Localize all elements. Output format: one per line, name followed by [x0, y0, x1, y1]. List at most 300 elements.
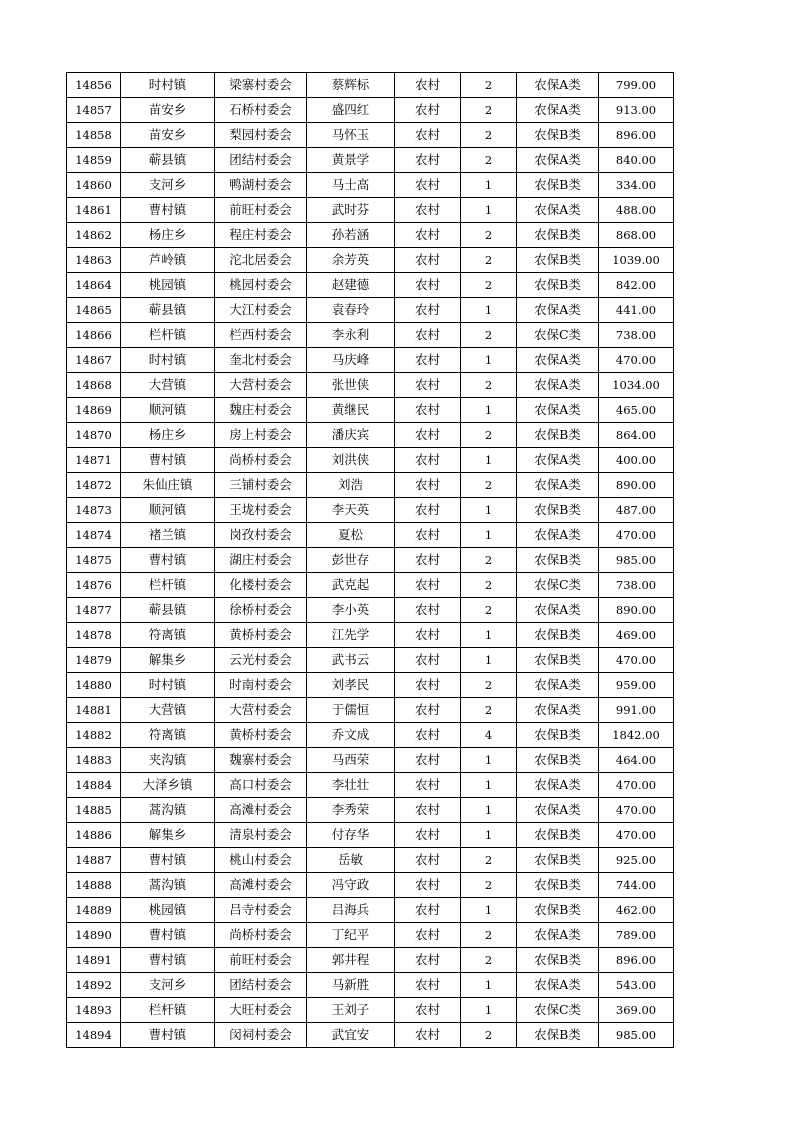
village-committee-cell: 前旺村委会	[215, 198, 307, 223]
insurance-category-cell: 农保B类	[517, 1023, 599, 1048]
village-committee-cell: 程庄村委会	[215, 223, 307, 248]
insurance-category-cell: 农保A类	[517, 348, 599, 373]
person-name-cell: 于儒恒	[307, 698, 395, 723]
village-committee-cell: 梨园村委会	[215, 123, 307, 148]
table-row	[67, 673, 674, 698]
household-count-cell: 2	[461, 98, 517, 123]
insurance-category-cell: 农保B类	[517, 873, 599, 898]
insurance-category-cell: 农保A类	[517, 148, 599, 173]
township-cell: 解集乡	[121, 648, 215, 673]
record-id-cell: 14856	[67, 73, 121, 98]
record-id-cell: 14865	[67, 298, 121, 323]
insurance-category-cell: 农保C类	[517, 323, 599, 348]
village-committee-cell: 大营村委会	[215, 373, 307, 398]
table-row	[67, 498, 674, 523]
household-count-cell: 1	[461, 773, 517, 798]
area-type-cell: 农村	[395, 648, 461, 673]
insurance-category-cell: 农保B类	[517, 223, 599, 248]
insurance-category-cell: 农保B类	[517, 273, 599, 298]
record-id-cell: 14890	[67, 923, 121, 948]
insurance-category-cell: 农保B类	[517, 648, 599, 673]
household-count-cell: 2	[461, 473, 517, 498]
village-committee-cell: 前旺村委会	[215, 948, 307, 973]
village-committee-cell: 梁寨村委会	[215, 73, 307, 98]
area-type-cell: 农村	[395, 98, 461, 123]
record-id-cell: 14887	[67, 848, 121, 873]
household-count-cell: 2	[461, 573, 517, 598]
village-committee-cell: 闵祠村委会	[215, 1023, 307, 1048]
table-row	[67, 773, 674, 798]
township-cell: 曹村镇	[121, 848, 215, 873]
table-row	[67, 273, 674, 298]
table-row	[67, 823, 674, 848]
village-committee-cell: 桃山村委会	[215, 848, 307, 873]
record-id-cell: 14862	[67, 223, 121, 248]
record-id-cell: 14869	[67, 398, 121, 423]
village-committee-cell: 尚桥村委会	[215, 923, 307, 948]
person-name-cell: 武宜安	[307, 1023, 395, 1048]
insurance-category-cell: 农保A类	[517, 73, 599, 98]
record-id-cell: 14861	[67, 198, 121, 223]
household-count-cell: 2	[461, 598, 517, 623]
table-row	[67, 848, 674, 873]
record-id-cell: 14858	[67, 123, 121, 148]
village-committee-cell: 岗孜村委会	[215, 523, 307, 548]
area-type-cell: 农村	[395, 823, 461, 848]
amount-cell: 464.00	[599, 748, 674, 773]
area-type-cell: 农村	[395, 598, 461, 623]
table-row	[67, 473, 674, 498]
table-row	[67, 723, 674, 748]
household-count-cell: 1	[461, 348, 517, 373]
township-cell: 杨庄乡	[121, 223, 215, 248]
area-type-cell: 农村	[395, 473, 461, 498]
township-cell: 曹村镇	[121, 448, 215, 473]
person-name-cell: 吕海兵	[307, 898, 395, 923]
person-name-cell: 袁春玲	[307, 298, 395, 323]
person-name-cell: 盛四红	[307, 98, 395, 123]
relief-roster-table	[66, 72, 674, 1048]
area-type-cell: 农村	[395, 998, 461, 1023]
amount-cell: 470.00	[599, 523, 674, 548]
area-type-cell: 农村	[395, 123, 461, 148]
amount-cell: 864.00	[599, 423, 674, 448]
township-cell: 时村镇	[121, 73, 215, 98]
village-committee-cell: 鸭湖村委会	[215, 173, 307, 198]
insurance-category-cell: 农保A类	[517, 698, 599, 723]
insurance-category-cell: 农保A类	[517, 773, 599, 798]
village-committee-cell: 大营村委会	[215, 698, 307, 723]
person-name-cell: 刘浩	[307, 473, 395, 498]
village-committee-cell: 高滩村委会	[215, 873, 307, 898]
table-row	[67, 323, 674, 348]
record-id-cell: 14886	[67, 823, 121, 848]
table-row	[67, 148, 674, 173]
township-cell: 芦岭镇	[121, 248, 215, 273]
village-committee-cell: 团结村委会	[215, 973, 307, 998]
household-count-cell: 2	[461, 923, 517, 948]
person-name-cell: 潘庆宾	[307, 423, 395, 448]
record-id-cell: 14893	[67, 998, 121, 1023]
household-count-cell: 2	[461, 873, 517, 898]
insurance-category-cell: 农保B类	[517, 823, 599, 848]
village-committee-cell: 湖庄村委会	[215, 548, 307, 573]
village-committee-cell: 房上村委会	[215, 423, 307, 448]
insurance-category-cell: 农保A类	[517, 448, 599, 473]
area-type-cell: 农村	[395, 748, 461, 773]
household-count-cell: 2	[461, 248, 517, 273]
household-count-cell: 2	[461, 73, 517, 98]
person-name-cell: 李永利	[307, 323, 395, 348]
amount-cell: 462.00	[599, 898, 674, 923]
insurance-category-cell: 农保A类	[517, 398, 599, 423]
amount-cell: 470.00	[599, 773, 674, 798]
amount-cell: 465.00	[599, 398, 674, 423]
amount-cell: 470.00	[599, 648, 674, 673]
insurance-category-cell: 农保A类	[517, 473, 599, 498]
person-name-cell: 武时芬	[307, 198, 395, 223]
record-id-cell: 14885	[67, 798, 121, 823]
amount-cell: 738.00	[599, 323, 674, 348]
area-type-cell: 农村	[395, 223, 461, 248]
table-row	[67, 398, 674, 423]
record-id-cell: 14867	[67, 348, 121, 373]
amount-cell: 441.00	[599, 298, 674, 323]
table-row	[67, 998, 674, 1023]
village-committee-cell: 三铺村委会	[215, 473, 307, 498]
table-row	[67, 548, 674, 573]
household-count-cell: 2	[461, 273, 517, 298]
insurance-category-cell: 农保A类	[517, 598, 599, 623]
insurance-category-cell: 农保B类	[517, 623, 599, 648]
area-type-cell: 农村	[395, 848, 461, 873]
table-row	[67, 523, 674, 548]
record-id-cell: 14868	[67, 373, 121, 398]
township-cell: 时村镇	[121, 348, 215, 373]
area-type-cell: 农村	[395, 923, 461, 948]
area-type-cell: 农村	[395, 773, 461, 798]
area-type-cell: 农村	[395, 248, 461, 273]
village-committee-cell: 黄桥村委会	[215, 623, 307, 648]
area-type-cell: 农村	[395, 898, 461, 923]
household-count-cell: 1	[461, 523, 517, 548]
township-cell: 符离镇	[121, 623, 215, 648]
township-cell: 杨庄乡	[121, 423, 215, 448]
amount-cell: 470.00	[599, 798, 674, 823]
area-type-cell: 农村	[395, 348, 461, 373]
record-id-cell: 14872	[67, 473, 121, 498]
village-committee-cell: 大江村委会	[215, 298, 307, 323]
amount-cell: 738.00	[599, 573, 674, 598]
person-name-cell: 张世侠	[307, 373, 395, 398]
township-cell: 夹沟镇	[121, 748, 215, 773]
village-committee-cell: 尚桥村委会	[215, 448, 307, 473]
person-name-cell: 李壮壮	[307, 773, 395, 798]
table-row	[67, 73, 674, 98]
household-count-cell: 1	[461, 898, 517, 923]
insurance-category-cell: 农保B类	[517, 423, 599, 448]
person-name-cell: 马怀玉	[307, 123, 395, 148]
household-count-cell: 1	[461, 398, 517, 423]
amount-cell: 334.00	[599, 173, 674, 198]
area-type-cell: 农村	[395, 623, 461, 648]
village-committee-cell: 石桥村委会	[215, 98, 307, 123]
person-name-cell: 彭世存	[307, 548, 395, 573]
insurance-category-cell: 农保B类	[517, 748, 599, 773]
amount-cell: 985.00	[599, 548, 674, 573]
village-committee-cell: 大旺村委会	[215, 998, 307, 1023]
area-type-cell: 农村	[395, 273, 461, 298]
township-cell: 符离镇	[121, 723, 215, 748]
area-type-cell: 农村	[395, 198, 461, 223]
table-row	[67, 923, 674, 948]
township-cell: 蒿沟镇	[121, 873, 215, 898]
insurance-category-cell: 农保B类	[517, 173, 599, 198]
insurance-category-cell: 农保B类	[517, 123, 599, 148]
village-committee-cell: 魏庄村委会	[215, 398, 307, 423]
amount-cell: 744.00	[599, 873, 674, 898]
area-type-cell: 农村	[395, 948, 461, 973]
household-count-cell: 1	[461, 998, 517, 1023]
insurance-category-cell: 农保A类	[517, 98, 599, 123]
township-cell: 时村镇	[121, 673, 215, 698]
village-committee-cell: 桃园村委会	[215, 273, 307, 298]
household-count-cell: 2	[461, 548, 517, 573]
amount-cell: 789.00	[599, 923, 674, 948]
township-cell: 桃园镇	[121, 898, 215, 923]
insurance-category-cell: 农保C类	[517, 998, 599, 1023]
township-cell: 桃园镇	[121, 273, 215, 298]
record-id-cell: 14863	[67, 248, 121, 273]
village-committee-cell: 奎北村委会	[215, 348, 307, 373]
area-type-cell: 农村	[395, 873, 461, 898]
amount-cell: 1034.00	[599, 373, 674, 398]
area-type-cell: 农村	[395, 673, 461, 698]
amount-cell: 470.00	[599, 823, 674, 848]
amount-cell: 991.00	[599, 698, 674, 723]
amount-cell: 925.00	[599, 848, 674, 873]
household-count-cell: 2	[461, 423, 517, 448]
amount-cell: 470.00	[599, 348, 674, 373]
table-row	[67, 898, 674, 923]
village-committee-cell: 黄桥村委会	[215, 723, 307, 748]
table-row	[67, 448, 674, 473]
record-id-cell: 14889	[67, 898, 121, 923]
township-cell: 栏杆镇	[121, 323, 215, 348]
record-id-cell: 14871	[67, 448, 121, 473]
township-cell: 蒿沟镇	[121, 798, 215, 823]
household-count-cell: 1	[461, 798, 517, 823]
person-name-cell: 赵建德	[307, 273, 395, 298]
township-cell: 蕲县镇	[121, 598, 215, 623]
record-id-cell: 14881	[67, 698, 121, 723]
amount-cell: 1039.00	[599, 248, 674, 273]
township-cell: 苗安乡	[121, 98, 215, 123]
area-type-cell: 农村	[395, 148, 461, 173]
person-name-cell: 武书云	[307, 648, 395, 673]
area-type-cell: 农村	[395, 1023, 461, 1048]
area-type-cell: 农村	[395, 73, 461, 98]
village-committee-cell: 时南村委会	[215, 673, 307, 698]
table-row	[67, 1023, 674, 1048]
household-count-cell: 2	[461, 848, 517, 873]
table-row	[67, 123, 674, 148]
area-type-cell: 农村	[395, 723, 461, 748]
person-name-cell: 丁纪平	[307, 923, 395, 948]
insurance-category-cell: 农保A类	[517, 373, 599, 398]
village-committee-cell: 清泉村委会	[215, 823, 307, 848]
township-cell: 大泽乡镇	[121, 773, 215, 798]
person-name-cell: 孙若涵	[307, 223, 395, 248]
area-type-cell: 农村	[395, 798, 461, 823]
township-cell: 朱仙庄镇	[121, 473, 215, 498]
household-count-cell: 1	[461, 648, 517, 673]
insurance-category-cell: 农保A类	[517, 673, 599, 698]
insurance-category-cell: 农保A类	[517, 523, 599, 548]
table-row	[67, 598, 674, 623]
household-count-cell: 1	[461, 448, 517, 473]
household-count-cell: 1	[461, 748, 517, 773]
amount-cell: 985.00	[599, 1023, 674, 1048]
person-name-cell: 江先学	[307, 623, 395, 648]
person-name-cell: 李天英	[307, 498, 395, 523]
record-id-cell: 14882	[67, 723, 121, 748]
table-row	[67, 348, 674, 373]
record-id-cell: 14874	[67, 523, 121, 548]
area-type-cell: 农村	[395, 448, 461, 473]
area-type-cell: 农村	[395, 548, 461, 573]
village-committee-cell: 吕寺村委会	[215, 898, 307, 923]
township-cell: 支河乡	[121, 973, 215, 998]
amount-cell: 1842.00	[599, 723, 674, 748]
table-row	[67, 223, 674, 248]
table-row	[67, 748, 674, 773]
household-count-cell: 1	[461, 298, 517, 323]
record-id-cell: 14866	[67, 323, 121, 348]
area-type-cell: 农村	[395, 373, 461, 398]
area-type-cell: 农村	[395, 523, 461, 548]
person-name-cell: 刘洪侠	[307, 448, 395, 473]
amount-cell: 890.00	[599, 598, 674, 623]
insurance-category-cell: 农保B类	[517, 848, 599, 873]
person-name-cell: 刘孝民	[307, 673, 395, 698]
record-id-cell: 14870	[67, 423, 121, 448]
household-count-cell: 1	[461, 973, 517, 998]
person-name-cell: 王刘子	[307, 998, 395, 1023]
area-type-cell: 农村	[395, 173, 461, 198]
record-id-cell: 14876	[67, 573, 121, 598]
township-cell: 解集乡	[121, 823, 215, 848]
record-id-cell: 14891	[67, 948, 121, 973]
area-type-cell: 农村	[395, 323, 461, 348]
township-cell: 曹村镇	[121, 548, 215, 573]
household-count-cell: 4	[461, 723, 517, 748]
household-count-cell: 2	[461, 673, 517, 698]
area-type-cell: 农村	[395, 298, 461, 323]
table-row	[67, 973, 674, 998]
record-id-cell: 14879	[67, 648, 121, 673]
household-count-cell: 1	[461, 173, 517, 198]
insurance-category-cell: 农保A类	[517, 298, 599, 323]
area-type-cell: 农村	[395, 498, 461, 523]
person-name-cell: 马西荣	[307, 748, 395, 773]
person-name-cell: 武克起	[307, 573, 395, 598]
area-type-cell: 农村	[395, 973, 461, 998]
household-count-cell: 2	[461, 223, 517, 248]
insurance-category-cell: 农保B类	[517, 723, 599, 748]
amount-cell: 799.00	[599, 73, 674, 98]
record-id-cell: 14875	[67, 548, 121, 573]
record-id-cell: 14892	[67, 973, 121, 998]
person-name-cell: 岳敏	[307, 848, 395, 873]
table-row	[67, 198, 674, 223]
person-name-cell: 黄景学	[307, 148, 395, 173]
person-name-cell: 马庆峰	[307, 348, 395, 373]
amount-cell: 896.00	[599, 123, 674, 148]
table-row	[67, 98, 674, 123]
insurance-category-cell: 农保A类	[517, 798, 599, 823]
table-row	[67, 648, 674, 673]
record-id-cell: 14884	[67, 773, 121, 798]
table-row	[67, 798, 674, 823]
household-count-cell: 1	[461, 198, 517, 223]
record-id-cell: 14883	[67, 748, 121, 773]
township-cell: 支河乡	[121, 173, 215, 198]
table-row	[67, 173, 674, 198]
person-name-cell: 蔡辉标	[307, 73, 395, 98]
amount-cell: 487.00	[599, 498, 674, 523]
township-cell: 曹村镇	[121, 198, 215, 223]
village-committee-cell: 团结村委会	[215, 148, 307, 173]
household-count-cell: 2	[461, 1023, 517, 1048]
household-count-cell: 2	[461, 323, 517, 348]
insurance-category-cell: 农保A类	[517, 973, 599, 998]
village-committee-cell: 魏寨村委会	[215, 748, 307, 773]
person-name-cell: 乔文成	[307, 723, 395, 748]
insurance-category-cell: 农保B类	[517, 898, 599, 923]
record-id-cell: 14864	[67, 273, 121, 298]
township-cell: 蕲县镇	[121, 148, 215, 173]
person-name-cell: 余芳英	[307, 248, 395, 273]
person-name-cell: 冯守政	[307, 873, 395, 898]
area-type-cell: 农村	[395, 423, 461, 448]
township-cell: 大营镇	[121, 373, 215, 398]
person-name-cell: 夏松	[307, 523, 395, 548]
amount-cell: 400.00	[599, 448, 674, 473]
village-committee-cell: 高口村委会	[215, 773, 307, 798]
record-id-cell: 14894	[67, 1023, 121, 1048]
amount-cell: 868.00	[599, 223, 674, 248]
table-row	[67, 248, 674, 273]
person-name-cell: 李小英	[307, 598, 395, 623]
township-cell: 褚兰镇	[121, 523, 215, 548]
township-cell: 栏杆镇	[121, 573, 215, 598]
insurance-category-cell: 农保C类	[517, 573, 599, 598]
person-name-cell: 马新胜	[307, 973, 395, 998]
record-id-cell: 14860	[67, 173, 121, 198]
amount-cell: 890.00	[599, 473, 674, 498]
household-count-cell: 2	[461, 123, 517, 148]
record-id-cell: 14888	[67, 873, 121, 898]
record-id-cell: 14859	[67, 148, 121, 173]
household-count-cell: 1	[461, 623, 517, 648]
person-name-cell: 马士高	[307, 173, 395, 198]
village-committee-cell: 化楼村委会	[215, 573, 307, 598]
village-committee-cell: 云光村委会	[215, 648, 307, 673]
table-row	[67, 698, 674, 723]
insurance-category-cell: 农保B类	[517, 248, 599, 273]
insurance-category-cell: 农保A类	[517, 198, 599, 223]
